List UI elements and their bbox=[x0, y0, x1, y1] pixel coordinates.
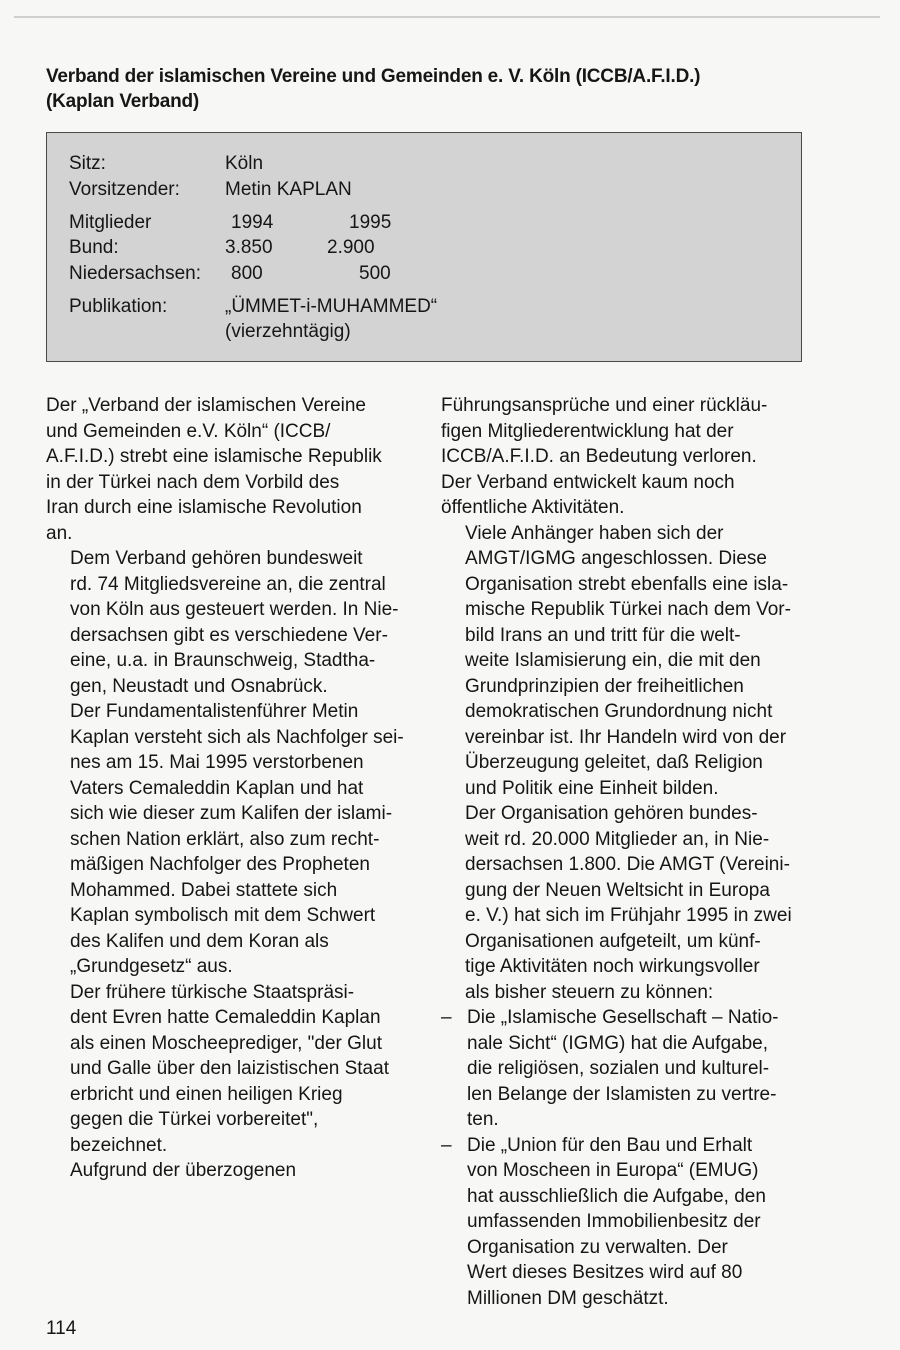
text-line: weit rd. 20.000 Mitglieder an, in Nie- bbox=[465, 828, 770, 850]
text-line: öffentliche Aktivitäten. bbox=[441, 497, 625, 518]
text-line: Der frühere türkische Staatspräsi- bbox=[70, 981, 355, 1003]
left-paragraph-2 bbox=[46, 546, 416, 699]
text-line: AMGT/IGMG angeschlossen. Diese bbox=[465, 548, 767, 569]
text-line: in der Türkei nach dem Vorbild des bbox=[46, 471, 340, 493]
list-item-text bbox=[467, 1133, 811, 1312]
text-line: dent Evren hatte Cemaleddin Kaplan bbox=[70, 1007, 381, 1028]
text-line: tige Aktivitäten noch wirkungsvoller bbox=[465, 956, 760, 977]
text-line: Organisationen aufgeteilt, um künf- bbox=[465, 930, 761, 952]
page-number: 114 bbox=[46, 1318, 77, 1339]
bund-1994: 3.850 bbox=[225, 237, 273, 258]
text-line: des Kalifen und dem Koran als bbox=[70, 930, 329, 952]
text-line: gung der Neuen Weltsicht in Europa bbox=[465, 879, 770, 901]
text-line: len Belange der Islamisten zu vertre- bbox=[467, 1083, 777, 1105]
year-1994: 1994 bbox=[231, 212, 274, 233]
text-line: Der Verband entwickelt kaum noch bbox=[441, 471, 735, 493]
text-line: Die „Union für den Bau und Erhalt bbox=[467, 1134, 753, 1156]
dash-bullet: – bbox=[441, 1134, 452, 1156]
text-line: weite Islamisierung ein, die mit den bbox=[465, 650, 761, 671]
text-line: schen Nation erklärt, also zum recht- bbox=[70, 828, 380, 850]
sitz-value: Köln bbox=[225, 153, 264, 174]
text-line: gegen die Türkei vorbereitet", bbox=[70, 1109, 319, 1130]
text-line: erbricht und einen heiligen Krieg bbox=[70, 1083, 343, 1105]
text-line: Der „Verband der islamischen Vereine bbox=[46, 395, 367, 416]
section-heading bbox=[46, 64, 846, 114]
text-line: nes am 15. Mai 1995 verstorbenen bbox=[70, 752, 364, 773]
text-line: figen Mitgliederentwicklung hat der bbox=[441, 420, 734, 442]
right-paragraph-3 bbox=[441, 801, 811, 1005]
publikation-label: Publikation: bbox=[69, 296, 168, 317]
bund-1995: 2.900 bbox=[327, 237, 375, 258]
text-line: Wert dieses Besitzes wird auf 80 bbox=[467, 1262, 743, 1283]
bund-label: Bund: bbox=[69, 237, 119, 258]
list-item bbox=[441, 1133, 811, 1312]
text-line: Dem Verband gehören bundesweit bbox=[70, 548, 363, 569]
text-line: dersachsen 1.800. Die AMGT (Vereini- bbox=[465, 854, 790, 875]
text-line: nale Sicht“ (IGMG) hat die Aufgabe, bbox=[467, 1032, 768, 1054]
list-item-text bbox=[467, 1005, 811, 1133]
text-line: Der Fundamentalistenführer Metin bbox=[70, 701, 359, 722]
text-line: Millionen DM geschätzt. bbox=[467, 1287, 669, 1309]
niedersachsen-label: Niedersachsen: bbox=[69, 263, 202, 284]
text-line: ten. bbox=[467, 1109, 499, 1130]
text-line: A.F.I.D.) strebt eine islamische Republik bbox=[46, 446, 382, 467]
text-line: rd. 74 Mitgliedsvereine an, die zentral bbox=[70, 573, 386, 595]
left-paragraph-5 bbox=[46, 1158, 416, 1184]
text-line: Organisation strebt ebenfalls eine isla- bbox=[465, 573, 789, 595]
niedersachsen-1994: 800 bbox=[231, 263, 263, 284]
text-line: an. bbox=[46, 522, 73, 544]
text-line: mische Republik Türkei nach dem Vor- bbox=[465, 599, 791, 620]
text-line: von Köln aus gesteuert werden. In Nie- bbox=[70, 599, 399, 620]
left-paragraph-1 bbox=[46, 393, 416, 546]
text-line: sich wie dieser zum Kalifen der islami- bbox=[70, 803, 393, 824]
text-line: dersachsen gibt es verschiedene Ver- bbox=[70, 624, 388, 646]
dash-bullet: – bbox=[441, 1007, 452, 1028]
text-line: hat ausschließlich die Aufgabe, den bbox=[467, 1185, 766, 1207]
text-line: bild Irans an und tritt für die welt- bbox=[465, 624, 741, 646]
text-line: und Politik eine Einheit bilden. bbox=[465, 777, 719, 799]
vorsitz-label: Vorsitzender: bbox=[69, 179, 180, 200]
heading-line-1: Verband der islamischen Vereine und Gemeinden e. V. Köln (ICCB/A.F.I.D.) bbox=[46, 66, 701, 87]
text-line: Kaplan versteht sich als Nachfolger sei- bbox=[70, 726, 404, 748]
text-line: Aufgrund der überzogenen bbox=[70, 1160, 297, 1181]
publikation-title: „ÜMMET-i-MUHAMMED“ bbox=[225, 296, 438, 317]
mitglieder-label: Mitglieder bbox=[69, 212, 152, 233]
left-paragraph-3 bbox=[46, 699, 416, 980]
right-paragraph-1 bbox=[441, 393, 811, 521]
text-line: Überzeugung geleitet, daß Religion bbox=[465, 752, 763, 773]
vorsitz-value: Metin KAPLAN bbox=[225, 179, 352, 200]
right-paragraph-2 bbox=[441, 521, 811, 802]
text-line: Grundprinzipien der freiheitlichen bbox=[465, 675, 744, 697]
sitz-label: Sitz: bbox=[69, 153, 106, 174]
text-line: als einen Moscheeprediger, "der Glut bbox=[70, 1032, 382, 1054]
text-line: die religiösen, sozialen und kulturel- bbox=[467, 1058, 770, 1079]
text-line: Organisation zu verwalten. Der bbox=[467, 1236, 728, 1258]
text-line: vereinbar ist. Ihr Handeln wird von der bbox=[465, 726, 787, 748]
info-box bbox=[46, 132, 802, 362]
year-1995: 1995 bbox=[349, 212, 392, 233]
text-line: demokratischen Grundordnung nicht bbox=[465, 701, 773, 722]
text-line: ICCB/A.F.I.D. an Bedeutung verloren. bbox=[441, 446, 757, 467]
text-line: Iran durch eine islamische Revolution bbox=[46, 497, 362, 518]
text-line: Vaters Cemaleddin Kaplan und hat bbox=[70, 777, 364, 799]
text-line: Führungsansprüche und einer rückläu- bbox=[441, 395, 768, 416]
text-line: und Gemeinden e.V. Köln“ (ICCB/ bbox=[46, 420, 331, 442]
text-line: eine, u.a. in Braunschweig, Stadtha- bbox=[70, 650, 376, 671]
text-line: umfassenden Immobilienbesitz der bbox=[467, 1211, 761, 1232]
text-line: Der Organisation gehören bundes- bbox=[465, 803, 758, 824]
text-line: „Grundgesetz“ aus. bbox=[70, 956, 233, 977]
right-column bbox=[441, 393, 811, 1311]
text-line: Viele Anhänger haben sich der bbox=[465, 522, 724, 544]
text-line: Die „Islamische Gesellschaft – Natio- bbox=[467, 1007, 779, 1028]
text-line: Kaplan symbolisch mit dem Schwert bbox=[70, 905, 376, 926]
publikation-frequency: (vierzehntägig) bbox=[225, 321, 351, 342]
heading-line-2: (Kaplan Verband) bbox=[46, 91, 200, 112]
text-line: und Galle über den laizistischen Staat bbox=[70, 1058, 389, 1079]
text-line: mäßigen Nachfolger des Propheten bbox=[70, 854, 370, 875]
left-paragraph-4 bbox=[46, 980, 416, 1159]
list-item bbox=[441, 1005, 811, 1133]
niedersachsen-1995: 500 bbox=[359, 263, 391, 284]
top-rule bbox=[14, 16, 880, 18]
text-line: als bisher steuern zu können: bbox=[465, 981, 714, 1003]
text-line: Mohammed. Dabei stattete sich bbox=[70, 879, 338, 901]
text-line: e. V.) hat sich im Frühjahr 1995 in zwei bbox=[465, 905, 792, 926]
left-column bbox=[46, 393, 416, 1184]
text-line: bezeichnet. bbox=[70, 1134, 168, 1156]
text-line: von Moscheen in Europa“ (EMUG) bbox=[467, 1160, 759, 1181]
text-line: gen, Neustadt und Osnabrück. bbox=[70, 675, 328, 697]
